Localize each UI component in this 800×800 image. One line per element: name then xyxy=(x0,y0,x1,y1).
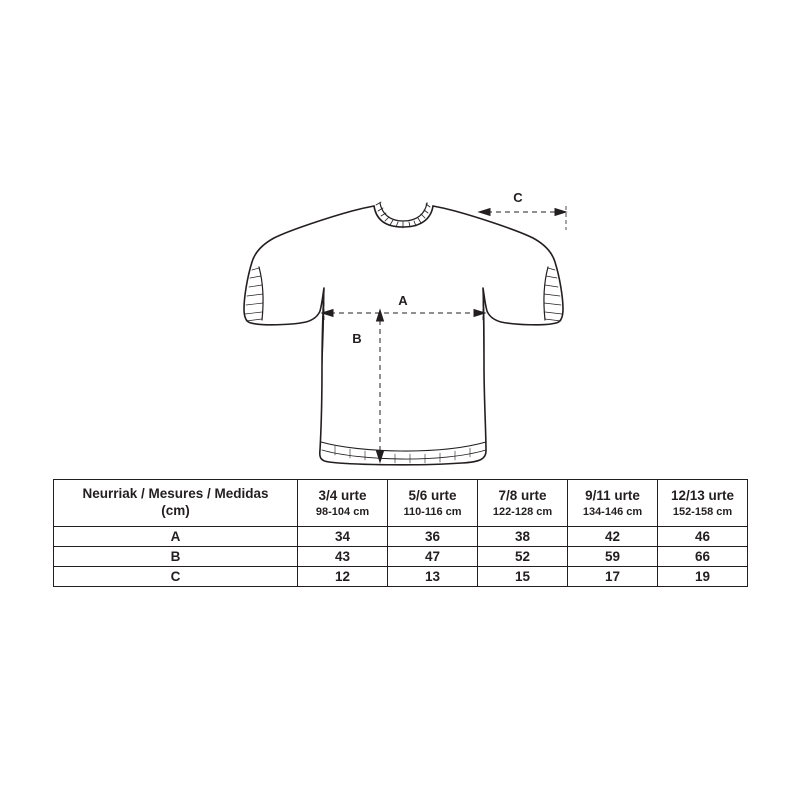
cell-b-size-3: 52 xyxy=(478,547,568,567)
tshirt-outline-group xyxy=(244,202,563,465)
label-c: C xyxy=(513,190,523,205)
measure-c-arrowhead-right xyxy=(555,209,566,216)
table-row xyxy=(54,527,748,547)
cell-a-size-5: 46 xyxy=(658,527,748,547)
label-b: B xyxy=(352,331,362,346)
tshirt-collar-outer-path xyxy=(374,206,433,227)
row-label-b: B xyxy=(54,547,298,567)
column-header-size-1 xyxy=(298,480,388,527)
cell-c-size-4: 17 xyxy=(568,567,658,587)
size-chart-table xyxy=(53,479,748,587)
size-3-name: 7/8 urte xyxy=(498,488,547,504)
cell-a-size-4: 42 xyxy=(568,527,658,547)
measure-b-group xyxy=(377,310,384,462)
size-5-range: 152-158 cm xyxy=(672,505,733,518)
cell-c-size-1: 12 xyxy=(298,567,388,587)
measure-b-arrowhead-top xyxy=(377,310,384,321)
cell-a-size-2: 36 xyxy=(388,527,478,547)
size-4-name: 9/11 urte xyxy=(585,488,640,504)
size-2-range: 110-116 cm xyxy=(403,505,462,518)
size-3-range: 122-128 cm xyxy=(492,505,553,518)
size-4-range: 134-146 cm xyxy=(582,505,643,518)
column-header-measures-line1: Neurriak / Mesures / Medidas xyxy=(82,486,269,502)
column-header-measures xyxy=(54,480,298,527)
table-head xyxy=(54,480,748,527)
cell-b-size-2: 47 xyxy=(388,547,478,567)
row-label-c: C xyxy=(54,567,298,587)
cell-a-size-1: 34 xyxy=(298,527,388,547)
table-row xyxy=(54,567,748,587)
size-2-name: 5/6 urte xyxy=(408,488,457,504)
table-body xyxy=(54,527,748,587)
cell-b-size-5: 66 xyxy=(658,547,748,567)
column-header-measures-line2: (cm) xyxy=(161,503,190,518)
measure-c-group xyxy=(479,206,566,230)
tshirt-bottom-hem-path xyxy=(321,442,486,451)
row-label-a: A xyxy=(54,527,298,547)
column-header-size-4 xyxy=(568,480,658,527)
size-1-range: 98-104 cm xyxy=(315,505,370,518)
tshirt-body-path xyxy=(244,206,563,465)
measure-c-arrowhead-left xyxy=(479,209,490,216)
column-header-size-2 xyxy=(388,480,478,527)
table-row xyxy=(54,547,748,567)
cell-c-size-2: 13 xyxy=(388,567,478,587)
cell-a-size-3: 38 xyxy=(478,527,568,547)
cell-c-size-5: 19 xyxy=(658,567,748,587)
label-a: A xyxy=(398,293,408,308)
measurement-labels xyxy=(352,190,523,346)
measure-b-arrowhead-bottom xyxy=(377,451,384,462)
tshirt-collar-inner-path xyxy=(380,203,427,221)
size-5-name: 12/13 urte xyxy=(670,488,735,504)
column-header-size-3 xyxy=(478,480,568,527)
collar-ribbing-lines xyxy=(376,202,430,228)
column-header-size-5 xyxy=(658,480,748,527)
table-header-row xyxy=(54,480,748,527)
size-1-name: 3/4 urte xyxy=(318,488,367,504)
cell-b-size-1: 43 xyxy=(298,547,388,567)
cell-c-size-3: 15 xyxy=(478,567,568,587)
tshirt-diagram xyxy=(0,170,800,480)
cell-b-size-4: 59 xyxy=(568,547,658,567)
